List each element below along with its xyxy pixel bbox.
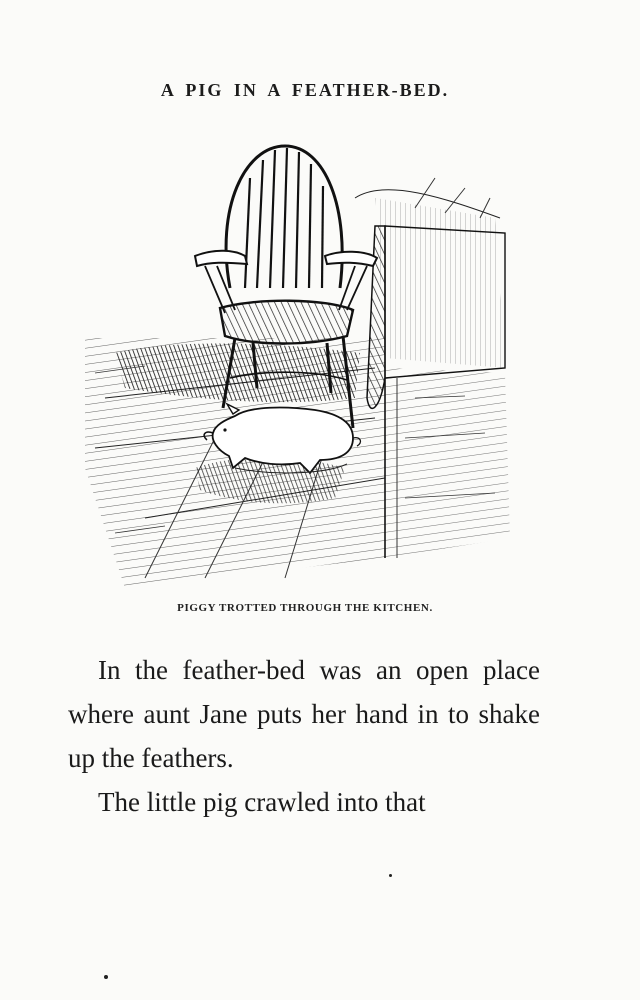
paragraph: In the feather-bed was an open place where aunt Jane puts her hand in to shake up the feathers. (68, 655, 540, 773)
ink-speck (104, 975, 108, 979)
body-text (68, 648, 540, 824)
chair-and-pig-illustration (85, 138, 515, 588)
ink-speck (389, 874, 392, 877)
illustration-caption: PIGGY TROTTED THROUGH THE KITCHEN. (177, 602, 433, 614)
paragraph: The little pig crawled into that (98, 787, 426, 817)
running-head: A PIG IN A FEATHER-BED. (160, 80, 450, 100)
